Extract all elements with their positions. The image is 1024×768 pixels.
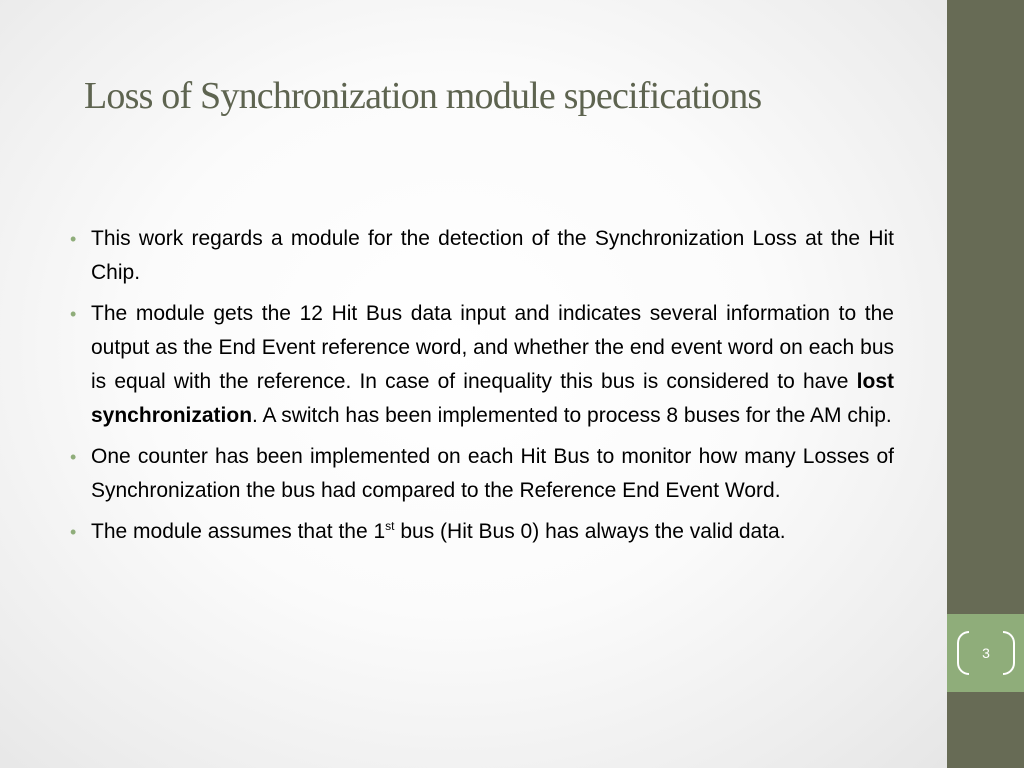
bullet-text xyxy=(91,302,894,427)
page-number-badge xyxy=(957,631,1015,677)
bullet-dot-icon: • xyxy=(70,304,77,324)
ordinal-superscript: st xyxy=(385,519,395,533)
bullet-text-segment: . A switch has been implemented to process 8 buses for the AM chip. xyxy=(252,404,892,427)
bullet-text-segment: The module gets the 12 Hit Bus data input and indicates several information to the output as the End Event reference word, and whether the end event word on each bus is equal with the reference. In case of inequality this bus is considered to have xyxy=(91,302,894,393)
bullet-text xyxy=(91,520,786,543)
bullet-item xyxy=(70,297,894,433)
bullet-text-segment: bus (Hit Bus 0) has always the valid data. xyxy=(394,520,786,543)
bullet-text: This work regards a module for the detection of the Synchronization Loss at the Hit Chip. xyxy=(91,227,894,284)
bullet-text: One counter has been implemented on each Hit Bus to monitor how many Losses of Synchronization the bus had compared to the Reference End Event Word. xyxy=(91,445,894,502)
bullet-item xyxy=(70,515,894,549)
slide-title: Loss of Synchronization module specifications xyxy=(84,75,762,117)
bullet-item xyxy=(70,440,894,508)
bullet-text-segment: The module assumes that the 1 xyxy=(91,520,386,543)
bullet-list xyxy=(70,222,894,556)
bullet-dot-icon: • xyxy=(70,229,77,249)
page-number: 3 xyxy=(982,645,990,661)
bullet-dot-icon: • xyxy=(70,447,77,467)
bullet-bold-phrase: lost synchronization xyxy=(91,370,894,427)
bullet-item xyxy=(70,222,894,290)
bullet-dot-icon: • xyxy=(70,522,77,542)
